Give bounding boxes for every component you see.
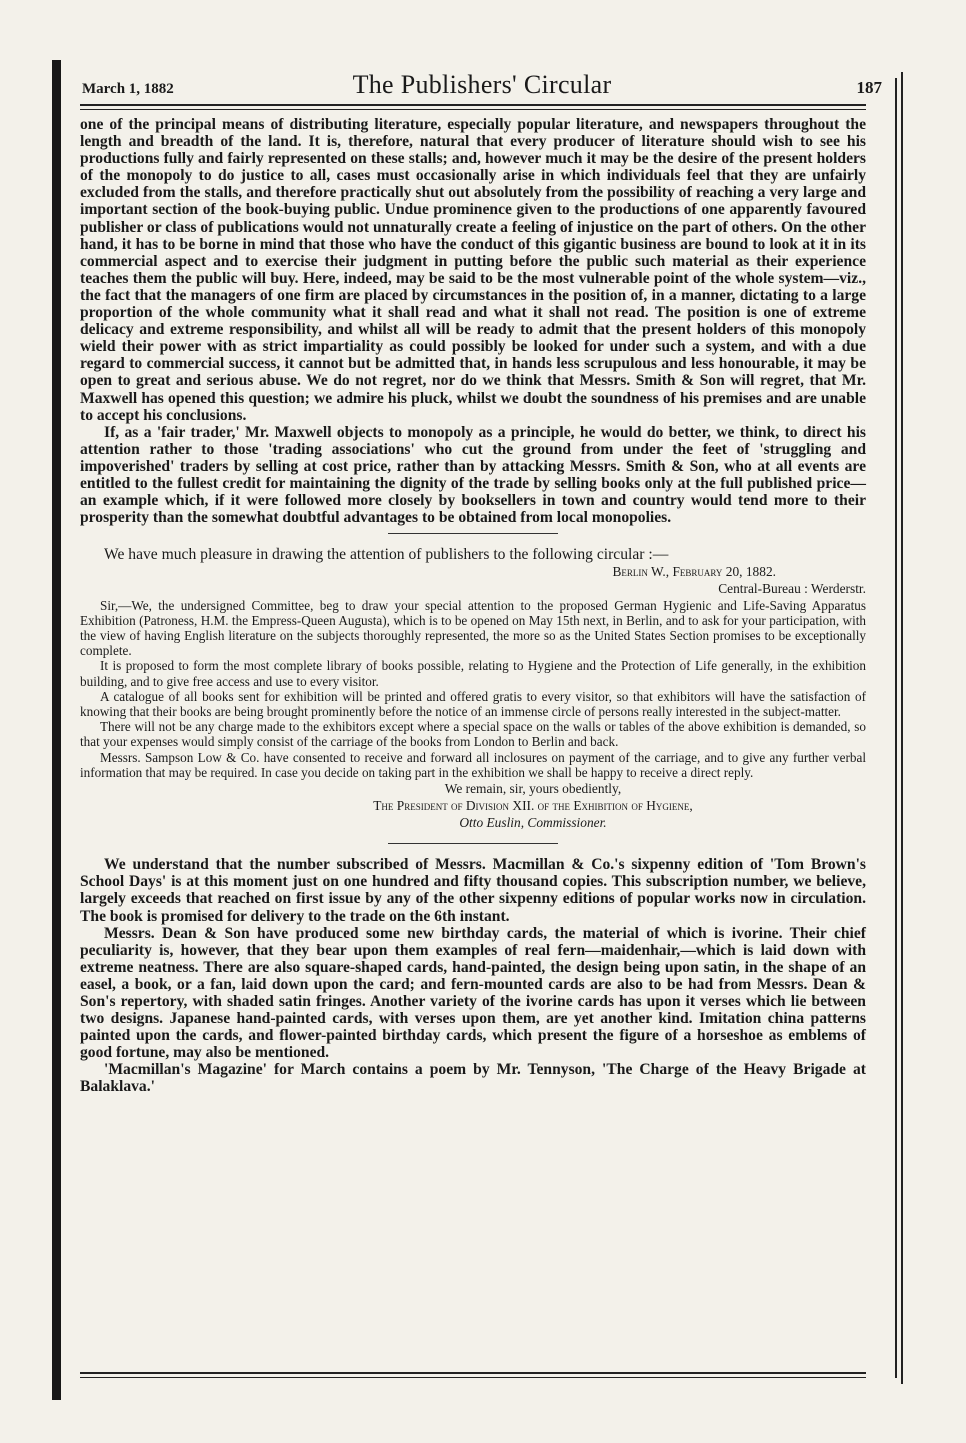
section-divider (388, 533, 558, 534)
berlin-circular (80, 546, 866, 831)
page-binding-edge (52, 60, 61, 1400)
right-margin-rule (895, 78, 897, 1378)
issue-date: March 1, 1882 (82, 81, 174, 97)
circular-closing: We remain, sir, yours obediently, (444, 780, 622, 796)
article-paragraph: If, as a 'fair trader,' Mr. Maxwell objects to monopoly as a principle, he would do better, we think, to direct his attention rather to those 'trading associations' who cut the ground from under the feet of 'struggling and impoverished' traders by selling at cost price, rather than by attacking Messrs. Smith & Son, who at all events are entitled to the fullest credit for maintaining the dignity of the trade by selling books only at the full published price—an example which, if it were followed more closely by booksellers in town and country would tend more to their prosperity than the somewhat doubtful advantages to be obtained from local monopolies. (80, 423, 866, 527)
note-paragraph: 'Macmillan's Magazine' for March contains a poem by Mr. Tennyson, 'The Charge of the Heavy Brigade at Balaklava.' (80, 1061, 866, 1096)
circular-paragraph: Messrs. Sampson Low & Co. have consented to receive and forward all inclosures on payment of the carriage, and to give any further verbal information that may be required. In case you decide on taking part in the exhibition we shall be happy to receive a direct reply. (80, 749, 866, 780)
header-rule-thin (80, 109, 866, 110)
circular-signature: The President of Division XII. of the Exhibition of Hygiene, (373, 798, 693, 814)
publication-title: The Publishers' Circular (352, 70, 612, 99)
section-divider (388, 843, 558, 844)
circular-dateline: Berlin W., February 20, 1882. (612, 564, 776, 580)
article-paragraph: one of the principal means of distributing literature, especially popular literature, and newspapers throughout the length and breadth of the land. It is, therefore, natural that every producer of literature should wish to see his productions fully and fairly represented on these stalls; and, however much it may be the desire of the present holders of the monopoly to do justice to all, cases must occasionally arise in which individuals feel that they are unfairly excluded from the stalls, and therefore practically shut out absolutely from the possibility of reaching a very large and important section of the book-buying public. Undue prominence given to the productions of one apparently favoured publisher or class of publications would not unnaturally create a feeling of injustice on the part of others. On the other hand, it has to be borne in mind that those who have the conduct of this gigantic business are bound to look at it in its commercial aspect and to exercise their judgment in putting before the public such material as their experience teaches them the public will buy. Here, indeed, may be said to be the most vulnerable point of the whole system—viz., the fact that the managers of one firm are placed by circumstances in the position of, in a manner, dictating to a large proportion of the whole community what it shall read and what it shall not read. The position is one of extreme delicacy and extreme responsibility, and whilst all will be ready to admit that the present holders of this monopoly wield their power with as strict impartiality as could possibly be looked for under such a system, and with a due regard to commercial success, it cannot but be admitted that, in hands less scrupulous and less honourable, it may be open to great and serious abuse. We do not regret, nor do we think that Messrs. Smith & Son will regret, that Mr. Maxwell has opened this question; we admire his pluck, whilst we doubt the soundness of his premises and are unable to accept his conclusions. (80, 116, 866, 424)
circular-paragraph: A catalogue of all books sent for exhibition will be printed and offered gratis to every visitor, so that exhibitors will have the satisfaction of knowing that their books are being brought prominently before the notice of an immense circle of persons really interested in the subject-matter. (80, 688, 866, 719)
circular-paragraph: It is proposed to form the most complete library of books possible, relating to Hygiene and the Protection of Life generally, in the exhibition building, and to give free access and use to every visitor. (80, 658, 866, 689)
circular-address: Central-Bureau : Werderstr. (718, 581, 866, 597)
right-margin-rule-outer (901, 72, 903, 1384)
footer-rule-thin (80, 1377, 866, 1378)
page-number: 187 (856, 78, 882, 97)
article-body (80, 116, 866, 1096)
trade-notes (80, 856, 866, 1095)
footer-rule (80, 1372, 866, 1374)
note-paragraph: Messrs. Dean & Son have produced some new birthday cards, the material of which is ivorine. Their chief peculiarity is, however, that they bear upon them examples of real fern—maidenhair,—which is laid down with extreme neatness. There are also square-shaped cards, hand-painted, the design being upon satin, in the shape of an easel, a book, or a fan, laid down upon the card; and fern-mounted cards are also to be had from Messrs. Dean & Son's repertory, with shaded satin fringes. Another variety of the ivorine cards has upon it verses which lie between two designs. Japanese hand-painted cards, with verses upon them, are yet another kind. Imitation china patterns painted upon the cards, and flower-painted birthday cards, which present the figure of a horseshoe as emblems of good fortune, may also be mentioned. (80, 924, 866, 1062)
bookstall-article (80, 116, 866, 526)
circular-intro: We have much pleasure in drawing the attention of publishers to the following circular :— (104, 546, 669, 564)
circular-signatory: Otto Euslin, Commissioner. (459, 815, 607, 831)
circular-paragraph: Sir,—We, the undersigned Committee, beg to draw your special attention to the proposed German Hygienic and Life-Saving Apparatus Exhibition (Patroness, H.M. the Empress-Queen Augusta), which is to be opened on May 15th next, in Berlin, and to ask for your participation, with the view of having English literature on the subjects thoroughly represented, the more so as the United States Section promises to be exceptionally complete. (80, 597, 866, 659)
note-paragraph: We understand that the number subscribed of Messrs. Macmillan & Co.'s sixpenny edition of 'Tom Brown's School Days' is at this moment just on one hundred and fifty thousand copies. This subscription number, we believe, largely exceeds that reached on first issue by any of the other sixpenny editions of popular works now in circulation. The book is promised for delivery to the trade on the 6th instant. (80, 856, 866, 925)
page-header (82, 68, 882, 104)
circular-paragraph: There will not be any charge made to the exhibitors except where a special space on the walls or tables of the above exhibition is demanded, so that your expenses would simply consist of the carriage of the books from London to Berlin and back. (80, 719, 866, 750)
header-rule (80, 104, 866, 106)
